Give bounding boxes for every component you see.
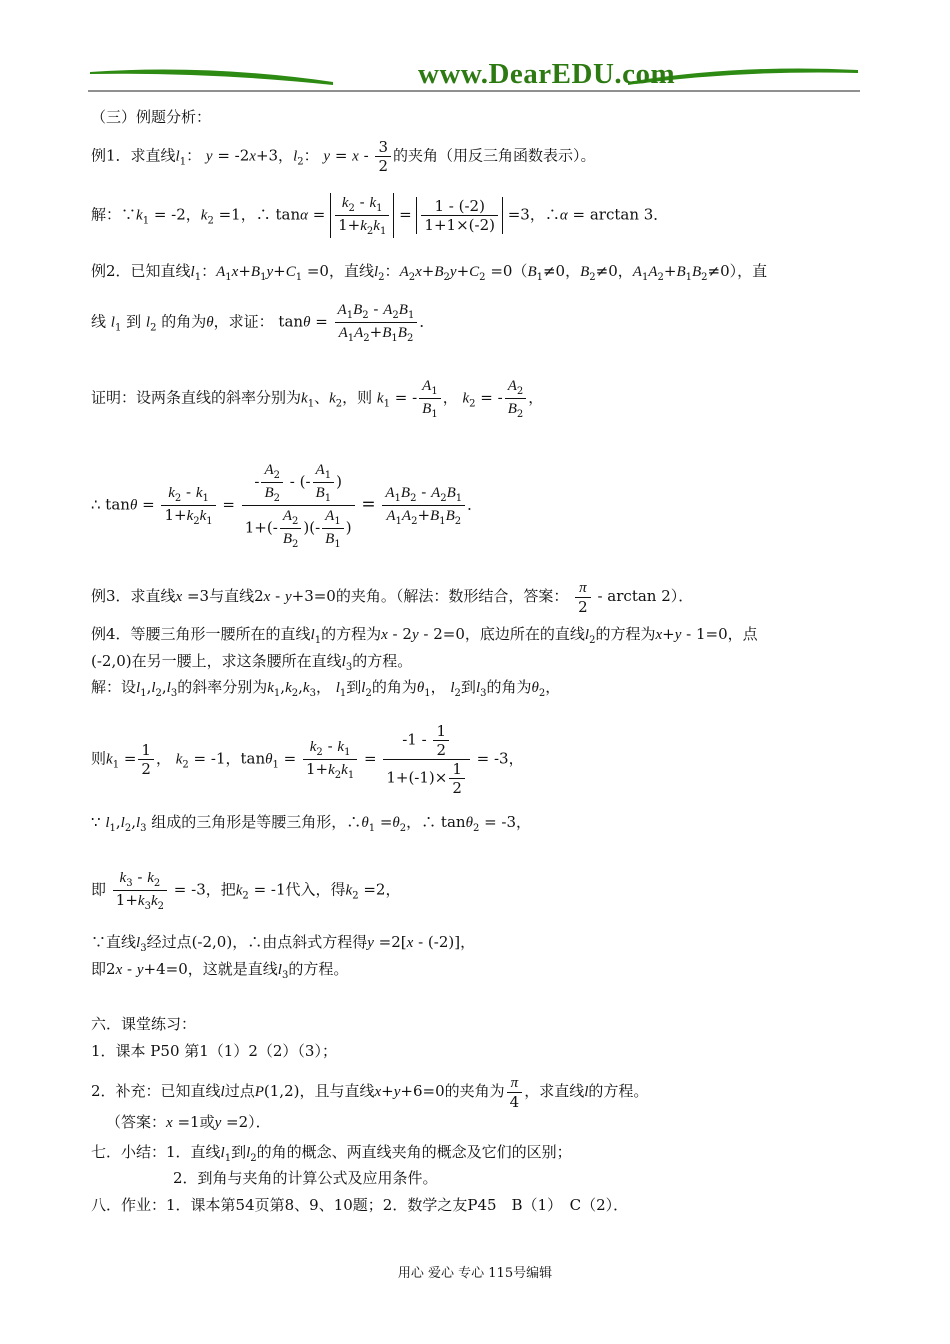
- section-heading-examples: （三）例题分析：: [91, 108, 212, 126]
- example-2-cont: 线 $l_1$ 到 $l_2$ 的角为θ，求证： tanθ = $\frac{A_1B_2 - A_2B_1}{A_1A_2+B_1B_2}$ ．: [91, 300, 435, 344]
- solution-4-isosceles: ∵ $l_1,l_2,l_3$ 组成的三角形是等腰三角形，$\therefore\theta_1 =\theta_2$，∴ tanθ$_2$ = -3，: [91, 813, 532, 834]
- solution-4-point: ∵直线$l_3$经过点(-2,0)，∴由点斜式方程得y =2[x - (-2)]，: [91, 933, 476, 954]
- solution-4-slopes: 则$k_1$ = $\frac{1}{2}$ ， $k_2 = -1$，tanθ$_1$ = $\frac{k_2 - k_1}{1+k_2k_1}$ = -1 - $\frac{1}{2}$ 1+(-1)× $\frac{1}{2}$ = -3，: [91, 722, 524, 797]
- site-header-banner: [88, 60, 860, 96]
- practice-1: 1．课本 P50 第1（1）2（2）（3）；: [91, 1042, 337, 1060]
- homework: 八．作业：1．课本第54页第8、9、10题；2．数学之友P45 B（1） C（2）．: [91, 1196, 629, 1214]
- summary-1: 七．小结：1．直线$l_1$到$l_2$的角的概念、两直线夹角的概念及它们的区别；: [91, 1143, 572, 1164]
- example-3: 例3．求直线x =3与直线2x - y+3=0的夹角。（解法：数形结合，答案： $\frac{\pi}{2}$ - arctan 2）．: [91, 580, 694, 616]
- proof-line: 证明：设两条直线的斜率分别为$k_1$、$k_2$，则 $k_1$ = - $\frac{A_1}{B_1}$ ， $k_2$ = - $\frac{A_2}{B_2}$ ，: [91, 378, 544, 420]
- site-logo-text: www.DearEDU.com: [418, 58, 676, 90]
- example-2: 例2．已知直线$l_1$：$A_1x+B_1y+C_1 =0$，直线$l_2$：$A_2x+B_2y+C_2 =0(B_1\ne 0$，$B_2\ne 0$，$A_1A_2+B_1B_2\ne 0$），直: [91, 262, 768, 283]
- solution-4-answer: 即2x - y+4=0，这就是直线$l_3$的方程。: [91, 960, 349, 981]
- section-heading-practice: 六．课堂练习：: [91, 1015, 197, 1033]
- solution-1: 解：$\because k_1 = -2$，$k_2 =1$，∴ tanα = $\frac{k_2 - k_1}{1+k_2k_1}$ = $\frac{1 - (-2)}{1+1\times(-2)}$ =3，∴α = arctan 3．: [91, 193, 669, 237]
- solution-4-setup: 解：设$l_1,l_2,l_3$的斜率分别为$k_1,k_2,k_3$， $l_1$到$l_2$的角为$\theta_1$， $l_2$到$l_3$的角为$\theta_2$，: [91, 678, 561, 699]
- example-4: 例4．等腰三角形一腰所在的直线$l_1$的方程为x - 2y - 2=0，底边所在的直线$l_2$的方程为x+y - 1=0，点: [91, 625, 758, 646]
- solution-4-k3: 即 $\frac{k_3 - k_2}{1+k_3k_2}$ = -3，把$k_2 = -1$代入，得$k_2 =2$，: [91, 868, 401, 912]
- summary-2: 2．到角与夹角的计算公式及应用条件。: [173, 1169, 438, 1187]
- practice-2: 2．补充：已知直线l过点P(1,2)，且与直线x+y+6=0的夹角为 $\frac{\pi}{4}$ ，求直线l的方程。: [91, 1075, 649, 1111]
- practice-answer: （答案：x =1或y =2）．: [106, 1113, 271, 1131]
- proof-formula: ∴ tanθ = $\frac{k_2 - k_1}{1+k_2k_1}$ = - $\frac{A_2}{B_2}$ - (- $\frac{A_1}{B_1}$ ) 1+(- $\frac{A_2}{B_2}$ )(- $\frac{A_1}{B_1}$ ) = $\frac{A_1B_2 - A_2B_1}{A_1A_2+B_1B_2}$ ．: [91, 462, 483, 550]
- example-1: 例1．求直线$l_1$： y = -2x+3，$l_2$： y = x - $\frac{3}{2}$ 的夹角（用反三角函数表示）。: [91, 138, 596, 175]
- example-4-cont: (-2,0)在另一腰上，求这条腰所在直线$l_3$的方程。: [91, 652, 413, 673]
- page-footer: 用心 爱心 专心 115号编辑: [397, 1266, 553, 1281]
